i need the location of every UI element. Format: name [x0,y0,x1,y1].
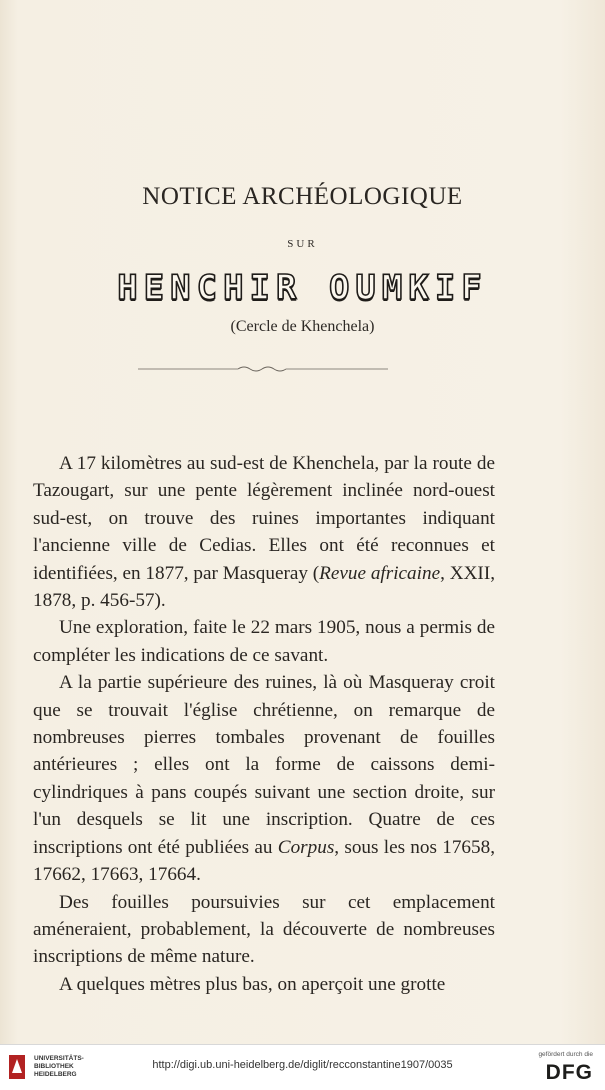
permalink-url[interactable]: http://digi.ub.uni-heidelberg.de/diglit/recconstantine1907/0035 [152,1059,453,1071]
dfg-logo[interactable]: DFG [545,1061,593,1084]
body-text [33,450,495,998]
site-name-heading: HENCHIR OUMKIF [117,268,488,308]
page-title: NOTICE ARCHÉOLOGIQUE [142,183,463,210]
paragraph: A la partie supérieure des ruines, là où Masqueray croit que se trouvait l'église chrétienne, on remarque de nombreuses pierres tombales provenant de fouilles antérieures ; elles ont la forme de caissons demi-cylindriques à pans coupés suivant une section droite, sur l'un desquels se lit une inscription. Quatre de ces inscriptions ont été publiées au Corpus, sous les nos 17658, 17662, 17663, 17664. [33,672,495,886]
paragraph: Une exploration, faite le 22 mars 1905, nous a permis de compléter les indications de ce savant. [33,617,495,666]
paragraph: A 17 kilomètres au sud-est de Khenchela, par la route de Tazougart, sur une pente légèrement inclinée nord-ouest sud-est, on trouve des ruines importantes indiquant l'ancienne ville de Cedias. Elles ont été reconnues et identifiées, en 1877, par Masqueray (Revue africaine, XXII, 1878, p. 456-57). [33,453,495,612]
library-name: UNIVERSITÄTS- BIBLIOTHEK HEIDELBERG [34,1055,84,1078]
region-subtitle: (Cercle de Khenchela) [230,318,375,335]
paragraph: Des fouilles poursuivies sur cet emplacement améneraient, probablement, la découverte de nombreuses inscriptions de même nature. [33,891,495,968]
viewer-footer [0,1044,605,1090]
paragraph: A quelques mètres plus bas, on aperçoit une grotte [59,973,446,995]
title-connector: SUR [287,238,318,250]
ornamental-rule [138,364,388,374]
funding-note: gefördert durch die [538,1051,593,1058]
